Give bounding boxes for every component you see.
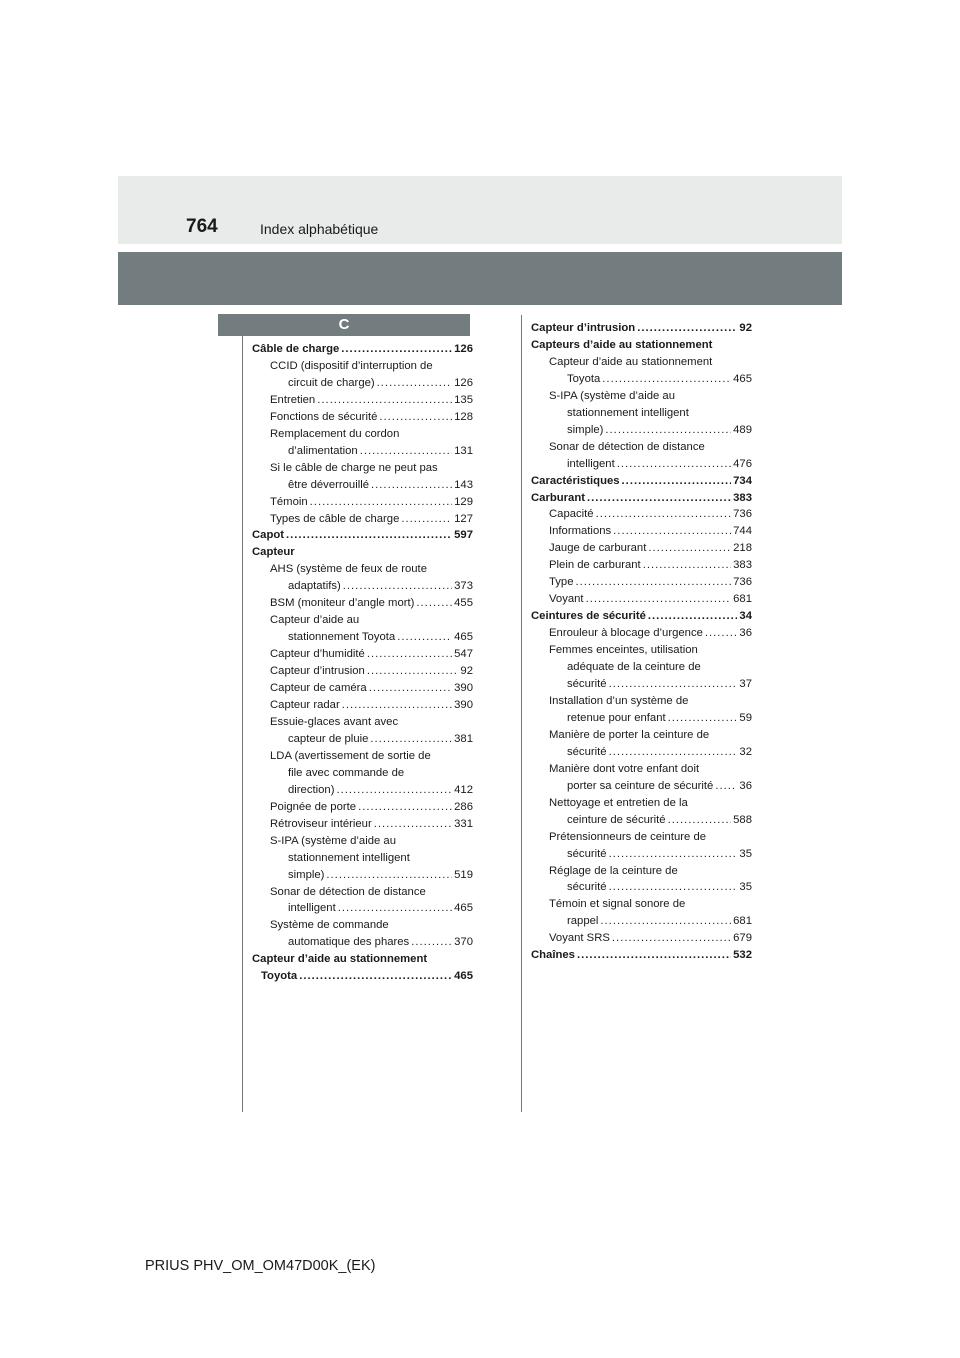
index-entry-page: 131 (454, 444, 473, 457)
index-entry (531, 642, 752, 659)
index-entry-page: 465 (733, 372, 752, 385)
index-entry-text: sécurité (567, 881, 607, 894)
index-entry-page: 519 (454, 868, 473, 881)
leader-dots (668, 812, 732, 829)
index-entry-text: adaptatifs) (288, 580, 341, 593)
index-entry-text: Capteur radar (270, 699, 340, 712)
column-divider-left (242, 336, 243, 1112)
index-entry (531, 540, 752, 557)
leader-dots (715, 778, 737, 795)
leader-dots (576, 574, 732, 591)
leader-dots (377, 375, 452, 392)
leader-dots (637, 320, 737, 337)
leader-dots (367, 646, 452, 663)
index-entry-text: Capteurs d’aide au stationnement (531, 338, 713, 351)
index-entry-page: 35 (739, 881, 752, 894)
index-entry-text: être déverrouillé (288, 478, 370, 491)
index-entry (252, 409, 473, 426)
index-entry-page: 37 (739, 678, 752, 691)
leader-dots (602, 371, 731, 388)
leader-dots (369, 680, 452, 697)
index-entry-text: Chaînes (531, 949, 575, 962)
leader-dots (643, 557, 731, 574)
index-entry-text: Informations (549, 525, 612, 538)
index-entry-text: rappel (567, 915, 599, 928)
index-entry-page: 129 (454, 495, 473, 508)
index-entry-text: Capacité (549, 508, 594, 521)
index-entry (531, 625, 752, 642)
leader-dots (648, 608, 738, 625)
index-entry-page: 143 (454, 478, 473, 491)
index-entry-text: simple) (567, 423, 604, 436)
index-entry-text: Manière dont votre enfant doit (549, 762, 700, 775)
index-entry (252, 697, 473, 714)
index-entry-page: 32 (739, 745, 752, 758)
index-entry (531, 354, 752, 371)
index-entry-text: Enrouleur à blocage d’urgence (549, 627, 703, 640)
index-entry-text: sécurité (567, 745, 607, 758)
leader-dots (338, 900, 452, 917)
index-entry (252, 511, 473, 528)
index-entry (252, 494, 473, 511)
leader-dots (600, 913, 731, 930)
index-entry (531, 879, 752, 896)
index-entry (531, 337, 752, 354)
leader-dots (577, 947, 731, 964)
index-entry-text: Fonctions de sécurité (270, 410, 378, 423)
index-entry (252, 663, 473, 680)
index-entry-page: 681 (733, 593, 752, 606)
index-entry-page: 734 (733, 474, 752, 487)
index-entry-page: 383 (733, 491, 752, 504)
leader-dots (609, 744, 738, 761)
index-entry-page: 126 (454, 376, 473, 389)
index-entry-page: 465 (454, 970, 473, 983)
index-entry-text: Toyota (567, 372, 601, 385)
index-entry-text: Voyant SRS (549, 932, 610, 945)
index-entry (252, 680, 473, 697)
index-entry-page: 476 (733, 457, 752, 470)
index-entry-text: Nettoyage et entretien de la (549, 796, 688, 809)
index-entry (531, 456, 752, 473)
leader-dots (596, 506, 732, 523)
index-column-left (252, 341, 473, 985)
index-entry (252, 460, 473, 477)
index-entry (252, 714, 473, 731)
index-entry-text: Capteur (252, 546, 295, 559)
index-entry (252, 900, 473, 917)
index-entry (531, 371, 752, 388)
index-entry-text: Remplacement du cordon (270, 427, 400, 440)
index-entry-page: 489 (733, 423, 752, 436)
index-entry-text: S-IPA (système d’aide au (549, 389, 675, 402)
index-entry (252, 358, 473, 375)
index-entry-text: Capteur d’intrusion (531, 322, 636, 334)
index-entry (531, 947, 752, 964)
index-entry-text: S-IPA (système d’aide au (270, 834, 396, 847)
leader-dots (299, 968, 452, 985)
index-entry (531, 829, 752, 846)
index-entry (252, 799, 473, 816)
index-entry-text: Capteur d’aide au stationnement (252, 953, 428, 966)
index-entry-text: Sonar de détection de distance (270, 885, 426, 898)
index-entry-text: CCID (dispositif d’interruption de (270, 359, 433, 372)
index-entry-text: stationnement intelligent (288, 851, 410, 864)
index-entry (531, 608, 752, 625)
header-dark-band (118, 252, 842, 305)
index-entry-text: Prétensionneurs de ceinture de (549, 830, 707, 843)
leader-dots (622, 473, 732, 490)
index-entry (252, 341, 473, 358)
index-letter-heading: C (218, 314, 470, 336)
header-band (118, 176, 842, 244)
index-entry-page: 381 (454, 732, 473, 745)
index-entry (531, 523, 752, 540)
index-column-right (531, 320, 752, 964)
index-entry (252, 426, 473, 443)
index-entry-text: porter sa ceinture de sécurité (567, 779, 714, 792)
index-entry-text: stationnement intelligent (567, 406, 689, 419)
leader-dots (668, 710, 738, 727)
index-entry (252, 833, 473, 850)
index-entry (252, 951, 473, 968)
leader-dots (609, 676, 738, 693)
leader-dots (358, 799, 452, 816)
index-entry (531, 405, 752, 422)
index-entry (531, 490, 752, 507)
index-entry-page: 588 (733, 813, 752, 826)
leader-dots (370, 731, 452, 748)
index-entry-page: 370 (454, 936, 473, 949)
index-entry-text: Capteur de caméra (270, 682, 367, 695)
leader-dots (310, 494, 452, 511)
index-entry-text: Sonar de détection de distance (549, 440, 705, 453)
index-entry-text: Ceintures de sécurité (531, 610, 646, 623)
leader-dots (317, 392, 452, 409)
index-entry (531, 710, 752, 727)
index-entry (531, 422, 752, 439)
index-entry-page: 383 (733, 559, 752, 572)
index-entry-text: intelligent (288, 902, 336, 915)
index-entry (252, 765, 473, 782)
leader-dots (705, 625, 738, 642)
index-entry-text: Rétroviseur intérieur (270, 817, 372, 830)
index-entry-text: Installation d’un système de (549, 694, 689, 707)
index-entry-page: 679 (733, 932, 752, 945)
index-entry-page: 390 (454, 682, 473, 695)
index-entry (531, 506, 752, 523)
index-entry-text: Capteur d’aide au (270, 614, 360, 627)
leader-dots (613, 523, 731, 540)
index-entry-text: Capteur d’humidité (270, 648, 365, 661)
index-entry-text: ceinture de sécurité (567, 813, 666, 826)
index-entry-page: 465 (454, 631, 473, 644)
index-entry-page: 36 (739, 779, 752, 792)
index-entry-text: Caractéristiques (531, 474, 620, 487)
index-entry (531, 744, 752, 761)
index-entry-page: 218 (733, 542, 752, 555)
index-entry-page: 412 (454, 783, 473, 796)
leader-dots (343, 578, 452, 595)
index-entry (252, 782, 473, 799)
index-entry-text: sécurité (567, 678, 607, 691)
leader-dots (336, 782, 452, 799)
index-entry (252, 595, 473, 612)
index-entry-page: 59 (739, 711, 752, 724)
leader-dots (617, 456, 731, 473)
leader-dots (341, 341, 452, 358)
index-entry-text: Carburant (531, 491, 585, 504)
leader-dots (609, 846, 738, 863)
index-entry-text: Femmes enceintes, utilisation (549, 644, 698, 657)
index-entry (252, 850, 473, 867)
index-entry-page: 127 (454, 512, 473, 525)
index-entry (252, 884, 473, 901)
index-entry (531, 795, 752, 812)
index-entry-page: 532 (733, 949, 752, 962)
index-entry (531, 388, 752, 405)
index-entry-text: Jauge de carburant (549, 542, 647, 555)
leader-dots (648, 540, 731, 557)
index-entry-text: Types de câble de charge (270, 512, 400, 525)
index-entry-page: 34 (739, 610, 752, 623)
index-entry-text: Manière de porter la ceinture de (549, 728, 710, 741)
index-entry (531, 812, 752, 829)
index-entry-page: 286 (454, 800, 473, 813)
index-entry (252, 816, 473, 833)
index-entry-text: LDA (avertissement de sortie de (270, 749, 431, 762)
index-entry (252, 375, 473, 392)
index-entry-page: 92 (739, 322, 752, 334)
leader-dots (586, 591, 732, 608)
index-entry (531, 439, 752, 456)
index-entry (531, 930, 752, 947)
index-entry-text: Capteur d’intrusion (270, 665, 365, 678)
column-divider-right (521, 315, 522, 1112)
index-entry (531, 913, 752, 930)
index-entry-text: d’alimentation (288, 444, 358, 457)
index-entry (252, 527, 473, 544)
leader-dots (397, 629, 452, 646)
index-entry (531, 693, 752, 710)
index-entry (531, 320, 752, 337)
index-entry-text: Toyota (261, 970, 298, 983)
leader-dots (371, 477, 452, 494)
index-entry (252, 968, 473, 985)
index-entry (531, 676, 752, 693)
leader-dots (374, 816, 452, 833)
leader-dots (360, 443, 452, 460)
index-entry-page: 36 (739, 627, 752, 640)
index-entry-page: 547 (454, 648, 473, 661)
index-entry (531, 574, 752, 591)
index-entry (531, 846, 752, 863)
index-entry-text: BSM (moniteur d’angle mort) (270, 597, 415, 610)
index-entry (531, 727, 752, 744)
leader-dots (411, 934, 452, 951)
index-entry-text: Câble de charge (252, 343, 340, 355)
index-entry-text: Essuie-glaces avant avec (270, 715, 399, 728)
index-entry-page: 736 (733, 508, 752, 521)
index-entry-text: capteur de pluie (288, 732, 369, 745)
index-entry-text: Système de commande (270, 919, 389, 932)
leader-dots (401, 511, 452, 528)
index-entry-text: Entretien (270, 393, 316, 406)
index-entry (252, 731, 473, 748)
index-entry-text: Type (549, 576, 574, 589)
document-code: PRIUS PHV_OM_OM47D00K_(EK) (145, 1258, 376, 1274)
leader-dots (605, 422, 731, 439)
index-entry (531, 863, 752, 880)
index-entry-text: Plein de carburant (549, 559, 641, 572)
index-entry-page: 35 (739, 847, 752, 860)
leader-dots (286, 527, 452, 544)
index-entry-text: Poignée de porte (270, 800, 357, 813)
index-entry-page: 597 (454, 529, 473, 542)
leader-dots (379, 409, 452, 426)
index-entry-text: simple) (288, 868, 325, 881)
index-entry-text: Capot (252, 529, 285, 542)
index-entry (252, 612, 473, 629)
index-entry-page: 455 (454, 597, 473, 610)
index-entry (252, 561, 473, 578)
leader-dots (416, 595, 452, 612)
index-entry (531, 659, 752, 676)
index-entry-page: 681 (733, 915, 752, 928)
index-entry (531, 778, 752, 795)
index-entry (252, 629, 473, 646)
index-entry-text: Si le câble de charge ne peut pas (270, 461, 438, 474)
index-entry (252, 544, 473, 561)
index-entry-page: 92 (460, 665, 473, 678)
index-entry-text: Réglage de la ceinture de (549, 864, 678, 877)
index-entry-page: 390 (454, 699, 473, 712)
section-title: Index alphabétique (260, 221, 379, 237)
index-entry-text: direction) (288, 783, 335, 796)
index-entry (531, 896, 752, 913)
index-entry (252, 477, 473, 494)
index-entry (531, 473, 752, 490)
index-entry (252, 443, 473, 460)
index-entry (531, 591, 752, 608)
index-entry-page: 135 (454, 393, 473, 406)
index-entry-text: adéquate de la ceinture de (567, 661, 701, 674)
index-entry-text: circuit de charge) (288, 376, 375, 389)
index-entry-page: 373 (454, 580, 473, 593)
index-entry-text: file avec commande de (288, 766, 405, 779)
index-entry-text: Témoin (270, 495, 308, 508)
index-entry-text: automatique des phares (288, 936, 410, 949)
index-entry (252, 578, 473, 595)
leader-dots (342, 697, 452, 714)
leader-dots (367, 663, 459, 680)
index-entry (531, 761, 752, 778)
index-entry (252, 934, 473, 951)
leader-dots (609, 879, 738, 896)
index-entry-text: Voyant (549, 593, 584, 606)
index-entry-text: Capteur d’aide au stationnement (549, 355, 713, 368)
index-entry-text: retenue pour enfant (567, 711, 666, 724)
index-entry-page: 128 (454, 410, 473, 423)
leader-dots (326, 867, 452, 884)
index-entry (252, 917, 473, 934)
index-entry (531, 557, 752, 574)
index-entry-page: 744 (733, 525, 752, 538)
index-entry-text: stationnement Toyota (288, 631, 396, 644)
index-entry (252, 392, 473, 409)
index-entry-page: 736 (733, 576, 752, 589)
page-number: 764 (186, 216, 218, 237)
index-entry (252, 867, 473, 884)
index-entry-page: 331 (454, 817, 473, 830)
leader-dots (587, 490, 731, 507)
index-entry-text: AHS (système de feux de route (270, 563, 427, 576)
index-entry-text: intelligent (567, 457, 615, 470)
index-entry-text: sécurité (567, 847, 607, 860)
index-entry (252, 646, 473, 663)
index-entry-page: 126 (454, 343, 473, 355)
index-entry-page: 465 (454, 902, 473, 915)
index-entry-text: Témoin et signal sonore de (549, 898, 686, 911)
index-entry (252, 748, 473, 765)
leader-dots (612, 930, 731, 947)
